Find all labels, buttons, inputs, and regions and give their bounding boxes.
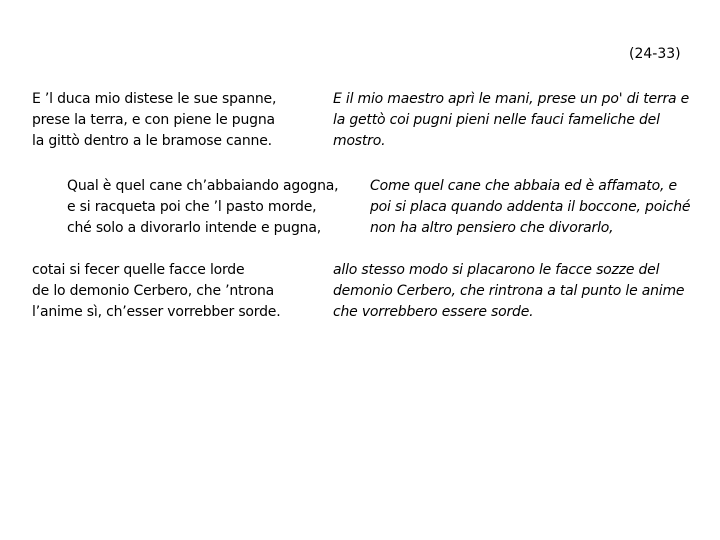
translation-line: E il mio maestro aprì le mani, prese un po' di terra e	[333, 91, 690, 107]
verse-line: Qual è quel cane ch’abbaiando agogna,	[67, 178, 339, 194]
translation-line: demonio Cerbero, che rintrona a tal punto le anime	[333, 283, 685, 299]
verse-line: ché solo a divorarlo intende e pugna,	[67, 220, 321, 236]
stanza-1-translation	[333, 89, 689, 152]
verse-line: e si racqueta poi che ’l pasto morde,	[67, 199, 317, 215]
verse-line: la gittò dentro a le bramose canne.	[32, 133, 272, 149]
translation-line: poi si placa quando addenta il boccone, poiché	[370, 199, 691, 215]
verse-line: E ’l duca mio distese le sue spanne,	[32, 91, 277, 107]
stanza-1-original	[32, 89, 276, 152]
verse-reference: (24-33)	[629, 46, 681, 62]
stanza-2-original	[67, 176, 338, 239]
translation-line: Come quel cane che abbaia ed è affamato, e	[370, 178, 677, 194]
translation-line: mostro.	[333, 133, 386, 149]
translation-line: allo stesso modo si placarono le facce sozze del	[333, 262, 660, 278]
stanza-3-original	[32, 260, 280, 323]
verse-line: prese la terra, e con piene le pugna	[32, 112, 275, 128]
verse-line: de lo demonio Cerbero, che ’ntrona	[32, 283, 275, 299]
stanza-3-translation	[333, 260, 684, 323]
verse-line: cotai si fecer quelle facce lorde	[32, 262, 245, 278]
translation-line: non ha altro pensiero che divorarlo,	[370, 220, 614, 236]
translation-line: la gettò coi pugni pieni nelle fauci fameliche del	[333, 112, 660, 128]
verse-line: l’anime sì, ch’esser vorrebber sorde.	[32, 304, 281, 320]
stanza-2-translation	[370, 176, 690, 239]
translation-line: che vorrebbero essere sorde.	[333, 304, 534, 320]
